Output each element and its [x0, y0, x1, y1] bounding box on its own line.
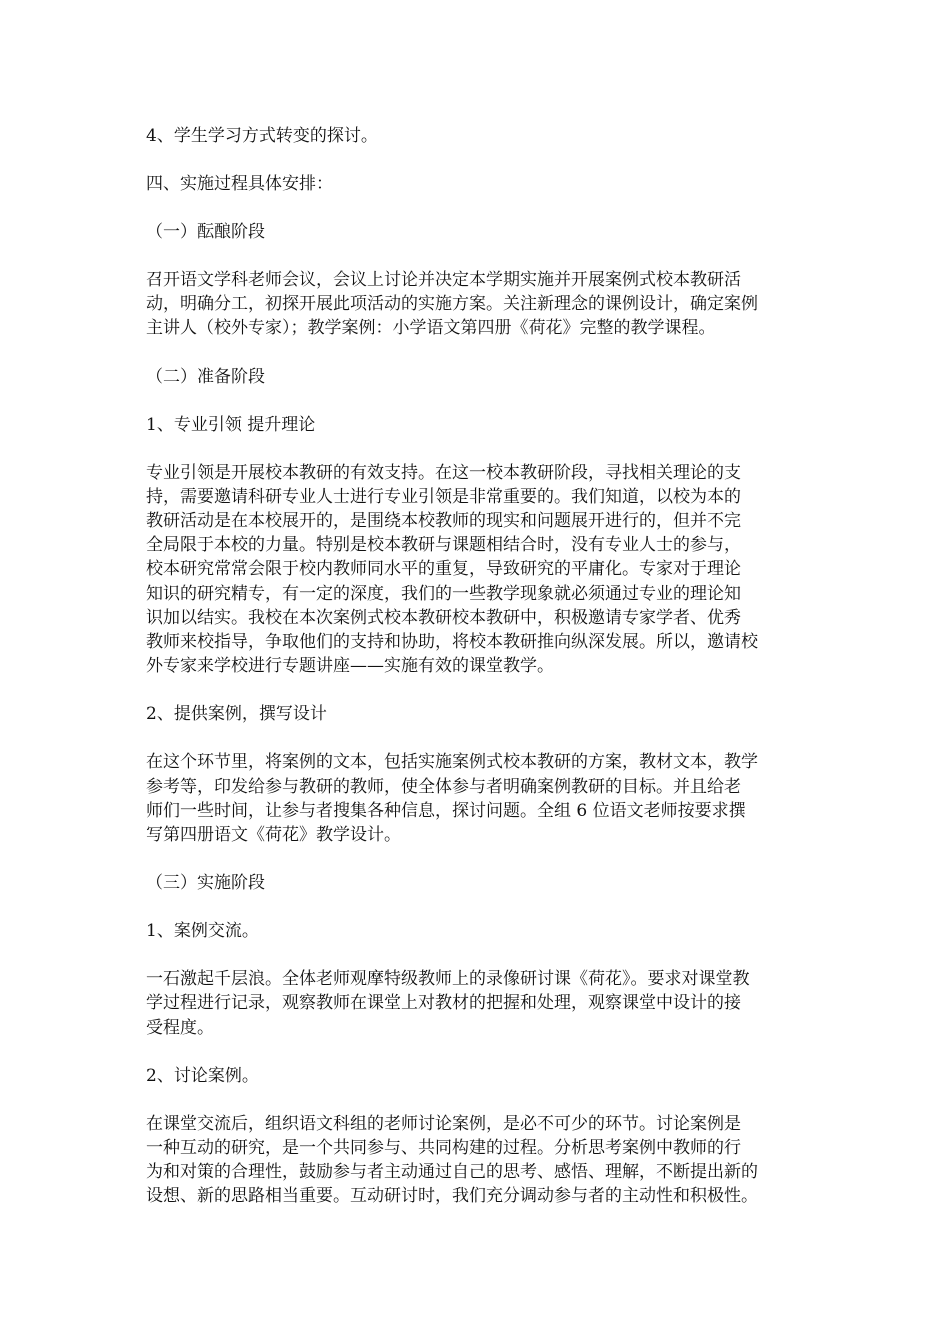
paragraph-line: 写第四册语文《荷花》教学设计。 [146, 825, 401, 846]
body-paragraph [146, 1112, 810, 1209]
paragraph-line: 师们一些时间，让参与者搜集各种信息，探讨问题。全组 6 位语文老师按要求撰 [146, 800, 746, 821]
section-heading: 2、讨论案例。 [146, 1065, 259, 1086]
paragraph-line: 教研活动是在本校展开的，是围绕本校教师的现实和问题展开进行的，但并不完 [146, 511, 741, 532]
section-heading: （三）实施阶段 [146, 873, 265, 894]
section-heading: （一）酝酿阶段 [146, 222, 265, 242]
paragraph-line: 识加以结实。我校在本次案例式校本教研校本教研中，积极邀请专家学者、优秀 [146, 607, 741, 628]
paragraph-line: 教师来校指导，争取他们的支持和协助，将校本教研推向纵深发展。所以，邀请校 [146, 632, 758, 653]
section-heading: 4、学生学习方式转变的探讨。 [146, 126, 378, 146]
paragraph-line: 学过程进行记录，观察教师在课堂上对教材的把握和处理，观察课堂中设计的接 [146, 993, 741, 1014]
section-heading: 四、实施过程具体安排： [146, 174, 333, 194]
body-paragraph [146, 461, 810, 679]
body-paragraph [146, 750, 810, 847]
paragraph-line: 在课堂交流后，组织语文科组的老师讨论案例，是必不可少的环节。讨论案例是 [146, 1113, 741, 1134]
section-heading: 2、提供案例，撰写设计 [146, 704, 327, 725]
paragraph-line: 主讲人（校外专家）；教学案例：小学语文第四册《荷花》完整的教学课程。 [146, 318, 716, 339]
section-heading: （二）准备阶段 [146, 366, 265, 387]
paragraph-line: 在这个环节里，将案例的文本，包括实施案例式校本教研的方案，教材文本，教学 [146, 752, 758, 773]
paragraph-line: 校本研究常常会限于校内教师同水平的重复，导致研究的平庸化。专家对于理论 [146, 559, 741, 580]
document-page [146, 124, 810, 1233]
paragraph-line: 参考等，印发给参与教研的教师，使全体参与者明确案例教研的目标。并且给老 [146, 776, 741, 797]
paragraph-line: 召开语文学科老师会议，会议上讨论并决定本学期实施并开展案例式校本教研活 [146, 270, 741, 290]
paragraph-line: 一种互动的研究，是一个共同参与、共同构建的过程。分析思考案例中教师的行 [146, 1138, 741, 1159]
paragraph-line: 外专家来学校进行专题讲座——实施有效的课堂教学。 [146, 656, 554, 677]
paragraph-line: 一石激起千层浪。全体老师观摩特级教师上的录像研讨课《荷花》。要求对课堂教 [146, 969, 750, 990]
paragraph-line: 持，需要邀请科研专业人士进行专业引领是非常重要的。我们知道，以校为本的 [146, 486, 741, 507]
paragraph-line: 知识的研究精专，有一定的深度，我们的一些教学现象就必须通过专业的理论知 [146, 583, 741, 604]
section-heading: 1、案例交流。 [146, 921, 259, 942]
body-paragraph [146, 967, 810, 1040]
paragraph-line: 全局限于本校的力量。特别是校本教研与课题相结合时，没有专业人士的参与， [146, 535, 741, 556]
paragraph-line: 为和对策的合理性，鼓励参与者主动通过自己的思考、感悟、理解，不断提出新的 [146, 1162, 758, 1183]
paragraph-line: 设想、新的思路相当重要。互动研讨时，我们充分调动参与者的主动性和积极性。 [146, 1186, 758, 1207]
paragraph-line: 动，明确分工，初探开展此项活动的实施方案。关注新理念的课例设计，确定案例 [146, 294, 758, 315]
section-heading: 1、专业引领 提升理论 [146, 414, 316, 435]
paragraph-line: 受程度。 [146, 1017, 214, 1038]
body-paragraph [146, 268, 810, 341]
paragraph-line: 专业引领是开展校本教研的有效支持。在这一校本教研阶段，寻找相关理论的支 [146, 462, 741, 483]
